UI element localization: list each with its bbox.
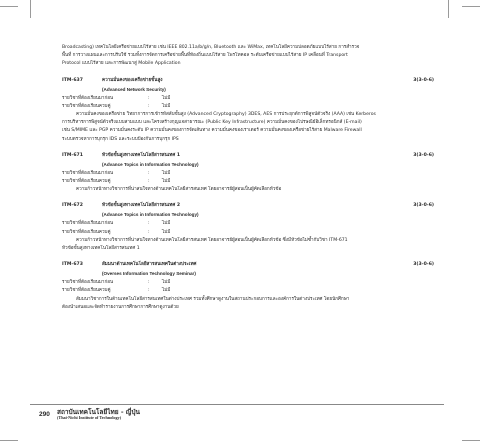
course-description-line: ความก้าวหน้าทางวิชาการที่น่าสนใจทางด้านเทคโนโลยีสารสนเทศ โดยอาจารย์ผู้สอนเป็นผู้คัดเลือกหัวข้อ	[76, 187, 282, 193]
corequisite-row	[62, 229, 434, 237]
course-description-line: ระบบตรวจหาการบุกรุก IDS และระบบป้องกันการบุกรุก IPS	[62, 136, 179, 142]
course-code: ITM-671	[62, 152, 83, 158]
corequisite-row	[62, 287, 434, 295]
course-description-line: ความก้าวหน้าทางวิชาการที่น่าสนใจทางด้านเทคโนโลยีสารสนเทศ โดยอาจารย์ผู้สอนเป็นผู้คัดเลือกหัวข้อ ซึ่งมีหัวข้อไม่ซ้ำกับวิชา ITM-671	[76, 237, 348, 243]
prerequisite-value: ไม่มี	[162, 170, 171, 176]
corequisite-label: รายวิชาที่ต้องเรียนควบคู่	[62, 103, 111, 109]
corequisite-value: ไม่มี	[162, 103, 171, 109]
prerequisite-label: รายวิชาที่ต้องเรียนมาก่อน	[62, 280, 114, 286]
course-code: ITM-672	[62, 203, 83, 209]
course-title-en: (Advanced Network Security)	[102, 86, 166, 92]
intro-line: Broadcasting) เทคโนโลยีเครือข่ายแบบไร้สาย เช่น IEEE 802.11a/b/g/n, Bluetooth และ WiMax, เทคโนโลยีความปลอดภัยแบบไร้สาย การสำรวจ	[62, 45, 360, 50]
course-title-th: ความมั่นคงของเครือข่ายขั้นสูง	[102, 77, 163, 83]
colon: :	[148, 288, 150, 294]
course-credits: 3(3-0-6)	[413, 152, 434, 158]
prerequisite-row	[62, 95, 434, 103]
corequisite-row	[62, 103, 434, 111]
colon: :	[148, 95, 150, 101]
institute-name-en: (Thai-Nichi Institute of Technology)	[57, 415, 122, 420]
course-title-en: (Advance Topics in Information Technology)	[102, 161, 199, 167]
course-code: ITM-673	[62, 262, 83, 268]
course-credits: 3(3-0-6)	[413, 262, 434, 268]
institute-name-th: สถาบันเทคโนโลยีไทย - ญี่ปุ่น	[57, 408, 140, 416]
corequisite-value: ไม่มี	[162, 178, 171, 184]
prerequisite-value: ไม่มี	[162, 280, 171, 286]
course-title-th: สัมมนาด้านเทคโนโลยีสารสนเทศในต่างประเทศ	[102, 262, 197, 268]
course-description-line: ต้องนำเสนอและจัดทำรายงานการศึกษาการศึกษาดูงานด้วย	[62, 304, 179, 310]
colon: :	[148, 221, 150, 227]
prerequisite-value: ไม่มี	[162, 221, 171, 227]
course-itm-673	[62, 261, 434, 312]
prerequisite-value: ไม่มี	[162, 95, 171, 101]
colon: :	[148, 103, 150, 109]
intro-line: Protocol แบบไร้สาย และการพัฒนาสู่ Mobile Application	[62, 61, 181, 67]
intro-line: พื้นที่ การวางแผนและการปรับใช้ รวมทั้งการจัดการเครือข่ายพื้นที่ท้องถิ่นแบบไร้สาย โพรโทคอล ระดับเครือข่ายแบบไร้สาย IP เคลื่อนที่ Transport	[62, 53, 348, 59]
prerequisite-label: รายวิชาที่ต้องเรียนมาก่อน	[62, 221, 114, 227]
course-credits: 3(3-0-6)	[413, 77, 434, 83]
course-description-line: ความมั่นคงของเครือข่าย วิทยาการการเข้ารหัสลับขั้นสูง (Advanced Cryptography) 3DES, AES การประยุกต์การพิสูจน์ตัวจริง (AAA) เช่น Kerberos	[76, 111, 376, 117]
page-content	[62, 44, 434, 312]
course-title-en: (Overses Information Technology Seminar)	[102, 271, 196, 277]
prerequisite-row	[62, 170, 434, 178]
course-title-th: หัวข้อขั้นสูงทางเทคโนโลยีสารสนเทศ 2	[102, 203, 181, 209]
footer-divider	[30, 404, 444, 405]
course-description-line: หัวข้อขั้นสูงทางเทคโนโลยีสารสนเทศ 1	[62, 245, 140, 251]
course-itm-671	[62, 152, 434, 195]
corequisite-label: รายวิชาที่ต้องเรียนควบคู่	[62, 229, 111, 235]
crop-mark-top-left	[0, 6, 18, 7]
colon: :	[148, 280, 150, 286]
corequisite-label: รายวิชาที่ต้องเรียนควบคู่	[62, 288, 111, 294]
colon: :	[148, 178, 150, 184]
colon: :	[148, 170, 150, 176]
course-heading	[62, 261, 434, 270]
course-heading	[62, 202, 434, 211]
prerequisite-label: รายวิชาที่ต้องเรียนมาก่อน	[62, 170, 114, 176]
prerequisite-label: รายวิชาที่ต้องเรียนมาก่อน	[62, 95, 114, 101]
course-itm-637	[62, 77, 434, 144]
crop-mark-bottom-left	[0, 440, 18, 441]
course-description-line: การบริหารการพิสูจน์ตัวจริงแบบสามแบบ และโครงสร้างกุญแจสาธารณะ (Public Key Infrastructure) ความมั่นคงของไปรษณีย์อิเล็กทรอนิกส์ (E-mail)	[62, 120, 362, 126]
course-code: ITM-637	[62, 77, 83, 83]
course-description-line: เช่น S/MIME และ PGP ความมั่นคงระดับ IP ความมั่นคงของการจัดเส้นทาง ความมั่นคงของเราเตอร์ ความมั่นคงของเครือข่ายไร้สาย Malware Firewall	[62, 128, 362, 134]
page-footer	[30, 404, 450, 426]
course-title-en: (Advance Topics in Information Technology)	[102, 212, 199, 218]
course-itm-672	[62, 202, 434, 253]
page-number: 290	[39, 411, 50, 418]
course-description-line: สัมมนาวิชาการในด้านเทคโนโลยีสารสนเทศในต่างประเทศ รวมทั้งศึกษาดูงานในสถานประกอบการและองค์การในต่างประเทศ โดยนักศึกษา	[76, 296, 350, 302]
crop-mark-top-right	[462, 6, 480, 7]
intro-paragraph	[62, 44, 434, 69]
corequisite-label: รายวิชาที่ต้องเรียนควบคู่	[62, 178, 111, 184]
course-title-th: หัวข้อขั้นสูงทางเทคโนโลยีสารสนเทศ 1	[102, 152, 181, 158]
corequisite-row	[62, 178, 434, 186]
corequisite-value: ไม่มี	[162, 229, 171, 235]
course-heading	[62, 77, 434, 86]
corequisite-value: ไม่มี	[162, 288, 171, 294]
course-heading	[62, 152, 434, 161]
prerequisite-row	[62, 220, 434, 228]
crop-mark-top-left-vertical	[30, 0, 31, 18]
course-credits: 3(3-0-6)	[413, 203, 434, 209]
colon: :	[148, 229, 150, 235]
crop-mark-top-right-vertical	[448, 0, 449, 18]
crop-mark-bottom-right	[462, 440, 480, 441]
prerequisite-row	[62, 279, 434, 287]
